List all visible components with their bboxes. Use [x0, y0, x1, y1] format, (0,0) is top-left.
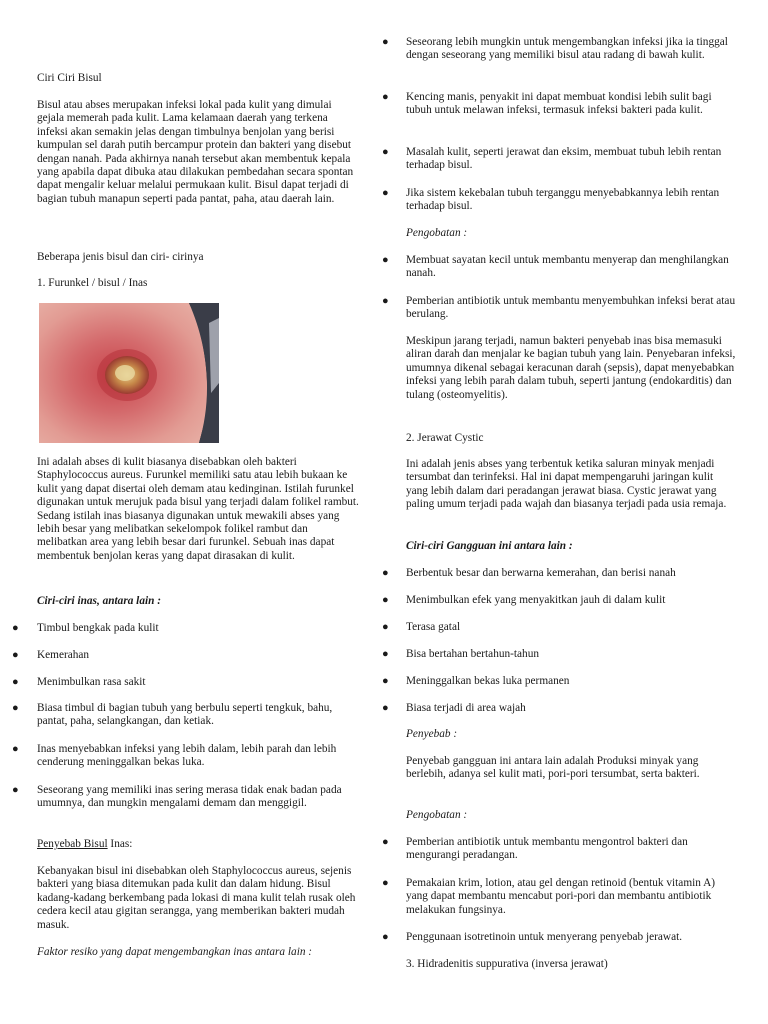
list-item: ● Seseorang yang memiliki inas sering merasa tidak enak badan pada umumnya, dan mungkin mengalami demam dan menggigil.	[12, 784, 342, 810]
bullet-icon: ●	[12, 649, 19, 661]
ciri-heading: Ciri-ciri inas, antara lain :	[37, 595, 161, 607]
list-item: ● Pemakaian krim, lotion, atau gel dengan retinoid (bentuk vitamin A) yang dapat membantu mencabut pori-pori dan membantu antibiotik melakukan fungsinya.	[382, 877, 716, 916]
list-item: ● Penggunaan isotretinoin untuk menyerang penyebab jerawat.	[382, 931, 683, 943]
bullet-icon: ●	[12, 784, 19, 796]
bullet-icon: ●	[382, 295, 389, 307]
types-intro: Beberapa jenis bisul dan ciri- cirinya	[37, 251, 204, 263]
bullet-icon: ●	[382, 621, 389, 633]
penyebab-heading: Penyebab Bisul Inas:	[37, 838, 133, 850]
penyebab2-heading: Penyebab :	[406, 728, 458, 740]
list-item: ● Pemberian antibiotik untuk membantu menyembuhkan infeksi berat atau berulang.	[382, 295, 736, 321]
list-item: ● Menimbulkan efek yang menyakitkan jauh di dalam kulit	[382, 594, 666, 606]
bullet-icon: ●	[382, 567, 389, 579]
bullet-icon: ●	[382, 702, 389, 714]
list-item: ● Meninggalkan bekas luka permanen	[382, 675, 570, 687]
boil-photo	[39, 303, 219, 443]
list-item: ● Jika sistem kekebalan tubuh terganggu menyebabkannya lebih rentan terhadap bisul.	[382, 187, 720, 213]
list-item: ● Pemberian antibiotik untuk membantu mengontrol bakteri dan mengurangi peradangan.	[382, 836, 688, 862]
bullet-icon: ●	[382, 187, 389, 199]
list-item: ● Terasa gatal	[382, 621, 461, 633]
type2-heading: 2. Jerawat Cystic	[406, 432, 484, 444]
bullet-icon: ●	[382, 91, 389, 103]
faktor-heading: Faktor resiko yang dapat mengembangkan inas antara lain :	[37, 946, 313, 958]
bullet-icon: ●	[382, 36, 389, 48]
document-title: Ciri Ciri Bisul	[37, 72, 102, 84]
bullet-icon: ●	[12, 702, 19, 714]
list-item: ● Kemerahan	[12, 649, 90, 661]
bullet-icon: ●	[382, 594, 389, 606]
list-item: ● Menimbulkan rasa sakit	[12, 676, 146, 688]
penyebab-paragraph: Kebanyakan bisul ini disebabkan oleh Staphylococcus aureus, sejenis bakteri yang biasa ditemukan pada kulit dan dalam hidung. Bisul kadang-kadang berkembang pada lokasi di mana kulit telah rusak oleh cedera kecil atau gigitan serangga, yang memberikan bakteri mudah masuk.	[37, 865, 356, 931]
type1-description: Ini adalah abses di kulit biasanya disebabkan oleh bakteri Staphylococcus aureus. Furunkel memiliki satu atau lebih bukaan ke kulit yang dapat disertai oleh demam atau kedinginan. Istilah furunkel digunakan untuk merujuk pada bisul yang terjadi dalam folikel rambut. Sedang istilah inas biasanya digunakan untuk mewakili abses yang lebih besar yang melibatkan sekelompok folikel rambut dan melibatkan area yang lebih besar dari furunkel. Sebuah inas dapat membentuk benjolan keras yang dapat dirasakan di kulit.	[37, 456, 359, 562]
type1-heading: 1. Furunkel / bisul / Inas	[37, 277, 148, 289]
bullet-icon: ●	[12, 622, 19, 634]
bullet-icon: ●	[382, 675, 389, 687]
list-item: ● Kencing manis, penyakit ini dapat membuat kondisi lebih sulit bagi tubuh untuk melawan infeksi, termasuk infeksi bakteri pada kulit.	[382, 91, 712, 117]
bullet-icon: ●	[382, 648, 389, 660]
type2-description: Ini adalah jenis abses yang terbentuk ketika saluran minyak menjadi tersumbat dan terinfeksi. Hal ini dapat mempengaruhi jaringan kulit yang lebih dalam dari peradangan jerawat biasa. Cystic jerawat yang paling umum terjadi pada wajah dan biasanya terjadi pada usia remaja.	[406, 458, 727, 511]
list-item: ● Biasa timbul di bagian tubuh yang berbulu seperti tengkuk, bahu, pantat, paha, selangkangan, dan ketiak.	[12, 702, 333, 728]
bullet-icon: ●	[12, 743, 19, 755]
list-item: ● Seseorang lebih mungkin untuk mengembangkan infeksi jika ia tinggal dengan seseorang yang memiliki bisul atau radang di bawah kulit.	[382, 36, 728, 62]
bullet-icon: ●	[382, 254, 389, 266]
bullet-icon: ●	[382, 146, 389, 158]
pengobatan2-heading: Pengobatan :	[406, 809, 468, 821]
list-item: ● Biasa terjadi di area wajah	[382, 702, 526, 714]
bullet-icon: ●	[382, 877, 389, 889]
penyebab2-paragraph: Penyebab gangguan ini antara lain adalah Produksi minyak yang berlebih, adanya sel kulit mati, pori-pori tersumbat, serta bakteri.	[406, 755, 700, 781]
type3-heading: 3. Hidradenitis suppurativa (inversa jerawat)	[406, 958, 608, 970]
ciri2-heading: Ciri-ciri Gangguan ini antara lain :	[406, 540, 573, 552]
list-item: ● Timbul bengkak pada kulit	[12, 622, 159, 634]
list-item: ● Bisa bertahan bertahun-tahun	[382, 648, 540, 660]
bullet-icon: ●	[12, 676, 19, 688]
intro-paragraph: Bisul atau abses merupakan infeksi lokal pada kulit yang dimulai gejala memerah pada kulit. Lama kelamaan daerah yang terkena infeksi akan semakin jelas dengan timbulnya benjolan yang berisi kumpulan sel darah putih bercampur protein dan bakteri yang disebut dengan nanah. Pada akhirnya nanah tersebut akan membentuk kepala yang apabila dapat dibuka atau dilakukan pembedahan secara spontan dapat mengalir keluar melalui permukaan kulit. Bisul dapat terjadi di bagian tubuh manapun seperti pada pantat, paha, atau daerah lain.	[37, 99, 354, 205]
list-item: ● Masalah kulit, seperti jerawat dan eksim, membuat tubuh lebih rentan terhadap bisul.	[382, 146, 722, 172]
bullet-icon: ●	[382, 836, 389, 848]
bullet-icon: ●	[382, 931, 389, 943]
pengobatan-heading: Pengobatan :	[406, 227, 468, 239]
list-item: ● Inas menyebabkan infeksi yang lebih dalam, lebih parah dan lebih cenderung meninggalkan bekas luka.	[12, 743, 337, 769]
sepsis-paragraph: Meskipun jarang terjadi, namun bakteri penyebab inas bisa memasuki aliran darah dan menjalar ke bagian tubuh yang lain. Penyebaran infeksi, umumnya dikenal sebagai keracunan darah (sepsis), dapat menyebabkan infeksi yang lebih parah dalam tubuh, seperti jantung (endokarditis) dan tulang (osteomyelitis).	[406, 335, 736, 401]
list-item: ● Membuat sayatan kecil untuk membantu menyerap dan menghilangkan nanah.	[382, 254, 729, 280]
list-item: ● Berbentuk besar dan berwarna kemerahan, dan berisi nanah	[382, 567, 676, 579]
